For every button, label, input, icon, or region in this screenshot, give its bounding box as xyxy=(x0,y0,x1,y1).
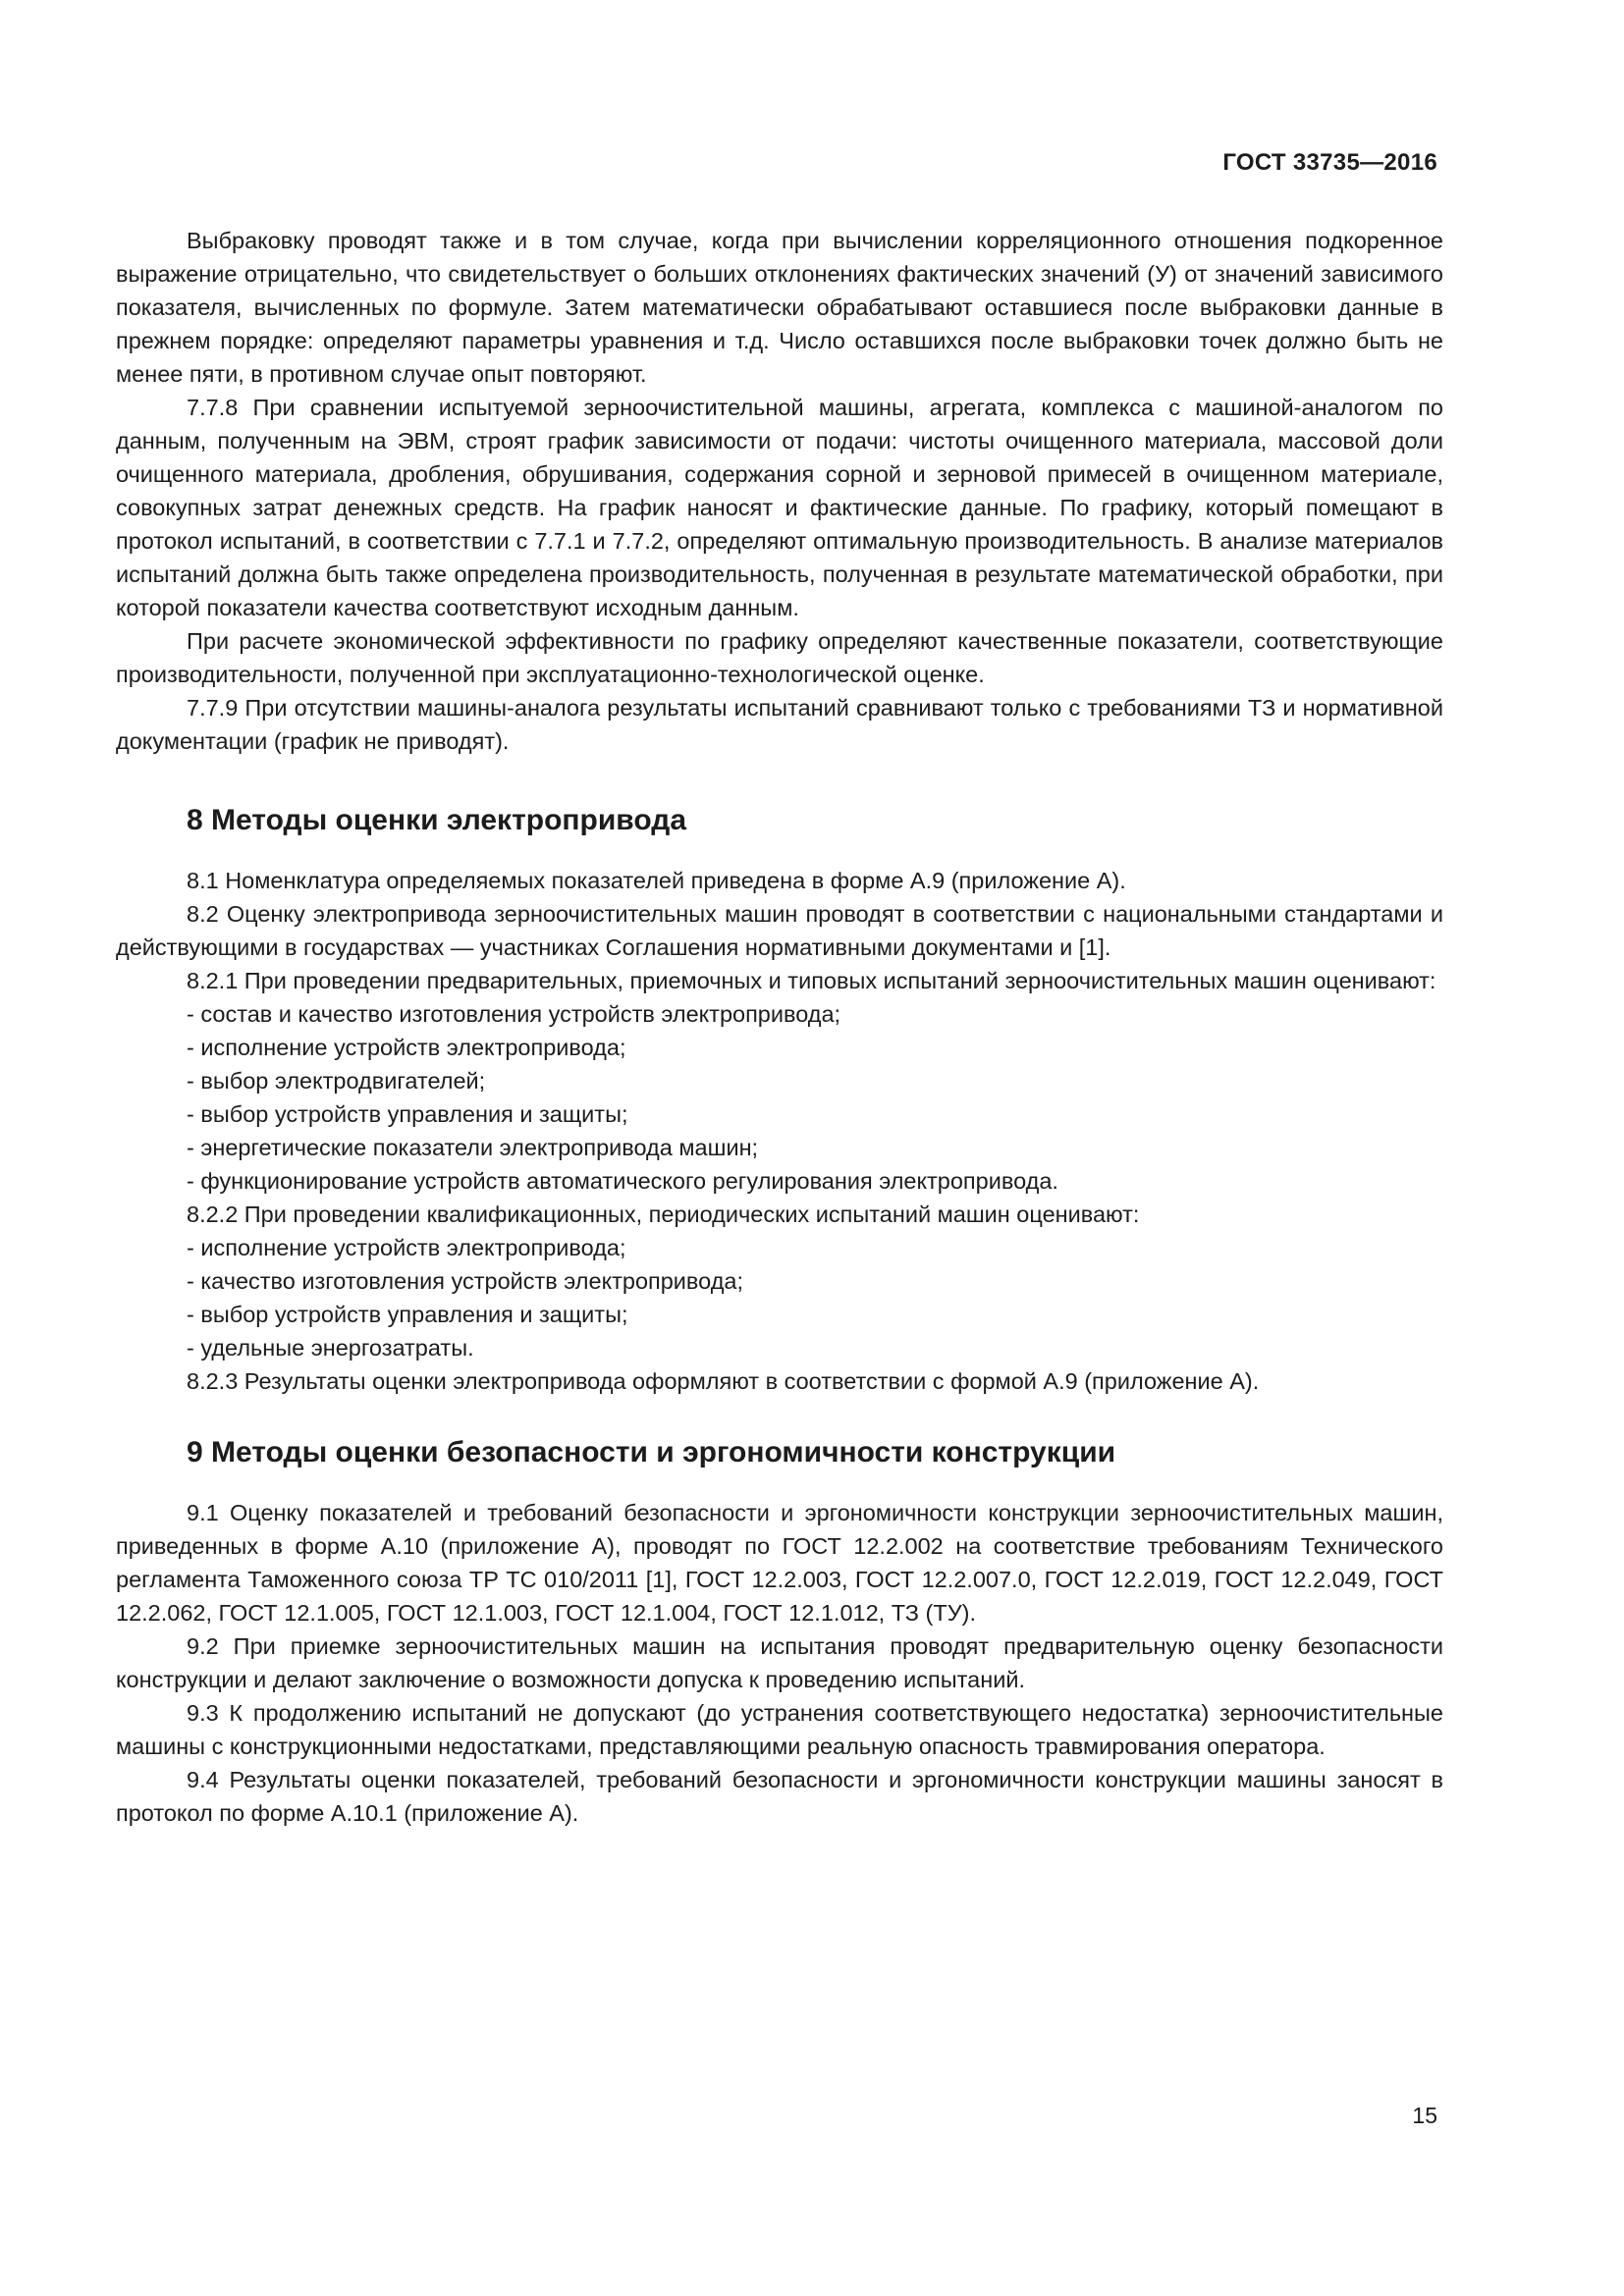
section-9-heading: 9 Методы оценки безопасности и эргономичности конструкции xyxy=(187,1436,1116,1468)
paragraph-rejection: Выбраковку проводят также и в том случае, когда при вычислении корреляционного отношения подкоренное выражение отрицательно, что свидетельствует о больших отклонениях фактических значений (У) от значений зависимого показателя, вычисленных по формуле. Затем математически обрабатывают оставшиеся после выбраковки данные в прежнем порядке: определяют параметры уравнения и т.д. Число оставшихся после выбраковки точек должно быть не менее пяти, в противном случае опыт повторяют. xyxy=(116,228,1443,387)
list-item: - качество изготовления устройств электропривода; xyxy=(187,1268,744,1294)
paragraph-7-7-9: 7.7.9 При отсутствии машины-аналога результаты испытаний сравнивают только с требованиями ТЗ и нормативной документации (график не приводят). xyxy=(116,695,1443,754)
list-item: - выбор электродвигателей; xyxy=(187,1068,486,1094)
paragraph-9-2: 9.2 При приемке зерноочистительных машин на испытания проводят предварительную оценку безопасности конструкции и делают заключение о возможности допуска к проведению испытаний. xyxy=(116,1633,1443,1692)
list-item: - состав и качество изготовления устройств электропривода; xyxy=(187,1001,841,1027)
paragraph-9-3: 9.3 К продолжению испытаний не допускают (до устранения соответствующего недостатка) зерноочистительные машины с конструкционными недостатками, представляющими реальную опасность травмирования оператора. xyxy=(116,1700,1443,1759)
paragraph-8-2-2: 8.2.2 При проведении квалификационных, периодических испытаний машин оценивают: xyxy=(187,1201,1140,1227)
list-item: - функционирование устройств автоматического регулирования электропривода. xyxy=(187,1168,1058,1194)
list-item: - выбор устройств управления и защиты; xyxy=(187,1302,628,1327)
paragraph-8-2-1: 8.2.1 При проведении предварительных, приемочных и типовых испытаний зерноочистительных машин оценивают: xyxy=(187,968,1436,993)
list-item: - выбор устройств управления и защиты; xyxy=(187,1101,628,1127)
paragraph-8-1: 8.1 Номенклатура определяемых показателей приведена в форме А.9 (приложение А). xyxy=(187,868,1126,893)
list-item: - удельные энергозатраты. xyxy=(187,1335,474,1361)
list-item: - исполнение устройств электропривода; xyxy=(187,1235,626,1260)
paragraph-9-4: 9.4 Результаты оценки показателей, требований безопасности и эргономичности конструкции машины заносят в протокол по форме А.10.1 (приложение А). xyxy=(116,1767,1443,1826)
list-item: - исполнение устройств электропривода; xyxy=(187,1035,626,1060)
paragraph-economic-efficiency: При расчете экономической эффективности по графику определяют качественные показатели, соответствующие производительности, полученной при эксплуатационно-технологической оценке. xyxy=(116,628,1443,687)
page-number: 15 xyxy=(1412,2103,1437,2128)
document-header-standard: ГОСТ 33735—2016 xyxy=(1222,149,1437,176)
paragraph-7-7-8: 7.7.8 При сравнении испытуемой зерноочистительной машины, агрегата, комплекса с машиной-аналогом по данным, полученным на ЭВМ, строят график зависимости от подачи: чистоты очищенного материала, массовой доли очищенного материала, дробления, обрушивания, содержания сорной и зерновой примесей в очищенном материале, совокупных затрат денежных средств. На график наносят и фактические данные. По графику, который помещают в протокол испытаний, в соответствии с 7.7.1 и 7.7.2, определяют оптимальную производительность. В анализе материалов испытаний должна быть также определена производительность, полученная в результате математической обработки, при которой показатели качества соответствуют исходным данным. xyxy=(116,395,1443,620)
paragraph-8-2: 8.2 Оценку электропривода зерноочистительных машин проводят в соответствии с национальными стандартами и действующими в государствах — участниках Соглашения нормативными документами и [1]. xyxy=(116,901,1443,960)
document-body xyxy=(116,224,1443,1830)
paragraph-9-1: 9.1 Оценку показателей и требований безопасности и эргономичности конструкции зерноочистительных машин, приведенных в форме А.10 (приложение А), проводят по ГОСТ 12.2.002 на соответствие требованиям Технического регламента Таможенного союза ТР ТС 010/2011 [1], ГОСТ 12.2.003, ГОСТ 12.2.007.0, ГОСТ 12.2.019, ГОСТ 12.2.049, ГОСТ 12.2.062, ГОСТ 12.1.005, ГОСТ 12.1.003, ГОСТ 12.1.004, ГОСТ 12.1.012, ТЗ (ТУ). xyxy=(116,1500,1443,1626)
paragraph-8-2-3: 8.2.3 Результаты оценки электропривода оформляют в соответствии с формой А.9 (приложение А). xyxy=(187,1368,1260,1394)
list-item: - энергетические показатели электропривода машин; xyxy=(187,1135,759,1160)
section-8-heading: 8 Методы оценки электропривода xyxy=(187,804,687,836)
